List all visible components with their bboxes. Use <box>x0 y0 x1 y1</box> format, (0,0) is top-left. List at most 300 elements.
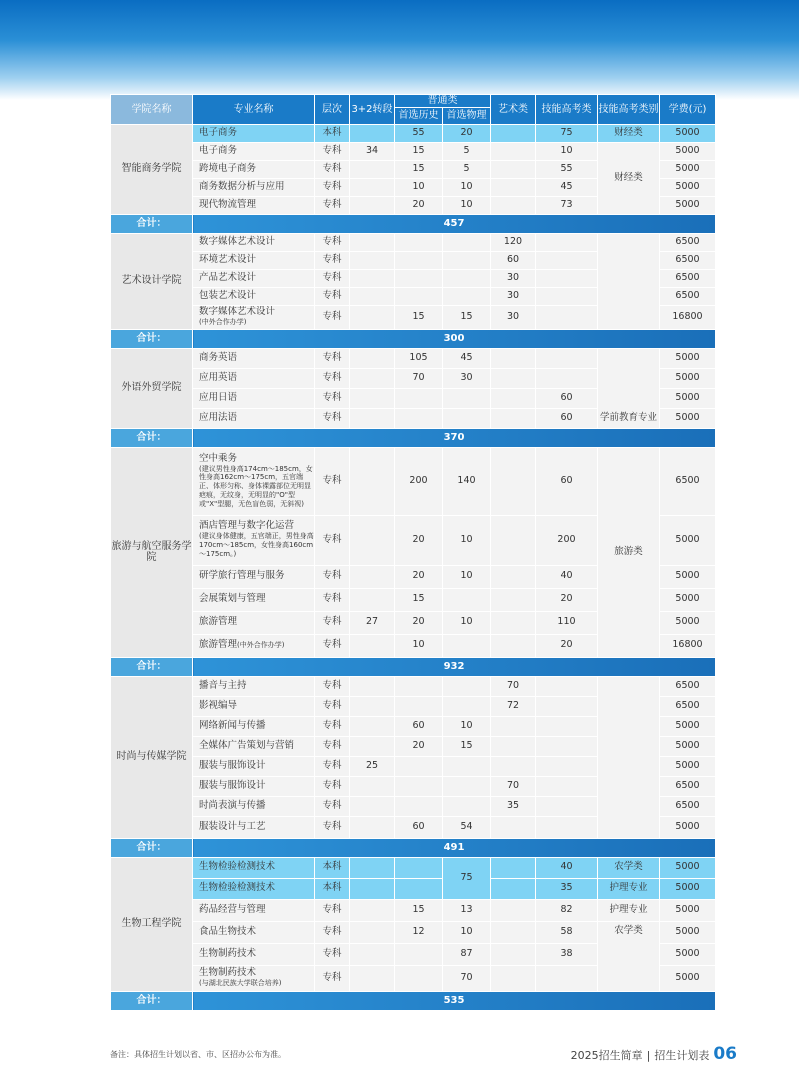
level: 专科 <box>315 634 350 657</box>
fee: 5000 <box>660 965 716 991</box>
transfer <box>350 447 395 515</box>
level: 专科 <box>315 160 350 178</box>
header-fee: 学费(元) <box>660 95 716 125</box>
physics <box>443 388 491 408</box>
level: 专科 <box>315 796 350 816</box>
transfer <box>350 178 395 196</box>
physics: 10 <box>443 921 491 943</box>
skill: 40 <box>536 857 598 878</box>
skill: 58 <box>536 921 598 943</box>
transfer <box>350 233 395 251</box>
fee: 16800 <box>660 634 716 657</box>
transfer: 25 <box>350 756 395 776</box>
major-note: (与湖北民族大学联合培养) <box>199 979 282 988</box>
art <box>491 756 536 776</box>
fee: 5000 <box>660 142 716 160</box>
major-name: 旅游管理 <box>193 611 315 634</box>
fee: 5000 <box>660 588 716 611</box>
physics: 75 <box>443 857 491 899</box>
major-title: 旅游管理 <box>199 639 238 651</box>
history <box>395 696 443 716</box>
art <box>491 921 536 943</box>
table-row <box>111 676 716 696</box>
major-name: 应用英语 <box>193 368 315 388</box>
history <box>395 287 443 305</box>
major-note: (建议身体健康，五官端正，男性身高170cm～185cm，女性身高160cm～175cm。) <box>199 532 314 558</box>
major-name: 环境艺术设计 <box>193 251 315 269</box>
major-name <box>193 965 315 991</box>
transfer <box>350 124 395 142</box>
art <box>491 196 536 214</box>
history: 20 <box>395 196 443 214</box>
level: 专科 <box>315 287 350 305</box>
skill: 20 <box>536 634 598 657</box>
skill: 60 <box>536 388 598 408</box>
skill-category: 旅游类 <box>598 447 660 657</box>
history <box>395 269 443 287</box>
table-row <box>111 348 716 368</box>
skill: 82 <box>536 899 598 921</box>
skill-category: 农学类 <box>598 857 660 878</box>
level: 专科 <box>315 965 350 991</box>
fee: 5000 <box>660 160 716 178</box>
physics: 140 <box>443 447 491 515</box>
history: 60 <box>395 816 443 838</box>
college-name: 时尚与传媒学院 <box>111 676 193 838</box>
fee: 5000 <box>660 816 716 838</box>
physics <box>443 634 491 657</box>
major-name: 网络新闻与传播 <box>193 716 315 736</box>
physics: 45 <box>443 348 491 368</box>
college-name: 生物工程学院 <box>111 857 193 991</box>
major-name: 播音与主持 <box>193 676 315 696</box>
transfer <box>350 251 395 269</box>
art <box>491 899 536 921</box>
skill-category: 农学类 <box>598 921 660 991</box>
physics <box>443 776 491 796</box>
physics <box>443 588 491 611</box>
art <box>491 965 536 991</box>
level: 专科 <box>315 251 350 269</box>
physics: 10 <box>443 611 491 634</box>
physics: 10 <box>443 196 491 214</box>
subtotal-label: 合计： <box>111 657 193 676</box>
history: 60 <box>395 716 443 736</box>
fee: 5000 <box>660 515 716 565</box>
header-history: 首选历史 <box>395 107 443 124</box>
enrollment-plan-table <box>110 94 716 1011</box>
physics: 5 <box>443 142 491 160</box>
major-name: 服装设计与工艺 <box>193 816 315 838</box>
major-name: 服装与服饰设计 <box>193 756 315 776</box>
physics <box>443 251 491 269</box>
history: 15 <box>395 142 443 160</box>
major-name: 生物检验检测技术 <box>193 878 315 899</box>
transfer <box>350 696 395 716</box>
level: 专科 <box>315 348 350 368</box>
art: 120 <box>491 233 536 251</box>
table-row <box>111 142 716 160</box>
history: 15 <box>395 588 443 611</box>
subtotal-value: 535 <box>193 991 716 1010</box>
skill <box>536 816 598 838</box>
physics: 87 <box>443 943 491 965</box>
major-title: 空中乘务 <box>199 452 238 464</box>
history: 20 <box>395 736 443 756</box>
fee: 5000 <box>660 348 716 368</box>
level: 专科 <box>315 776 350 796</box>
major-name: 现代物流管理 <box>193 196 315 214</box>
skill <box>536 305 598 329</box>
skill: 10 <box>536 142 598 160</box>
level: 专科 <box>315 196 350 214</box>
subtotal-value: 457 <box>193 214 716 233</box>
skill <box>536 368 598 388</box>
major-name: 电子商务 <box>193 142 315 160</box>
major-name <box>193 447 315 515</box>
header-transfer: 3+2转段 <box>350 95 395 125</box>
history: 20 <box>395 565 443 588</box>
table-row <box>111 447 716 515</box>
art: 30 <box>491 269 536 287</box>
transfer <box>350 943 395 965</box>
transfer <box>350 348 395 368</box>
major-name <box>193 515 315 565</box>
physics <box>443 676 491 696</box>
skill: 45 <box>536 178 598 196</box>
subtotal-row <box>111 991 716 1010</box>
college-name: 艺术设计学院 <box>111 233 193 329</box>
skill: 73 <box>536 196 598 214</box>
history <box>395 796 443 816</box>
transfer <box>350 736 395 756</box>
skill <box>536 716 598 736</box>
major-title: 数字媒体艺术设计 <box>199 306 276 318</box>
major-title: 酒店管理与数字化运营 <box>199 520 295 532</box>
art <box>491 348 536 368</box>
skill: 60 <box>536 408 598 428</box>
major-name: 服装与服饰设计 <box>193 776 315 796</box>
art <box>491 178 536 196</box>
art <box>491 716 536 736</box>
skill-category: 财经类 <box>598 142 660 214</box>
fee: 6500 <box>660 796 716 816</box>
skill <box>536 776 598 796</box>
art <box>491 388 536 408</box>
skill: 60 <box>536 447 598 515</box>
fee: 5000 <box>660 388 716 408</box>
history <box>395 943 443 965</box>
subtotal-row <box>111 214 716 233</box>
physics: 70 <box>443 965 491 991</box>
skill: 38 <box>536 943 598 965</box>
transfer <box>350 796 395 816</box>
level: 专科 <box>315 588 350 611</box>
physics: 54 <box>443 816 491 838</box>
footer-separator: | <box>646 1049 651 1062</box>
history-empty <box>395 857 443 878</box>
physics: 15 <box>443 305 491 329</box>
art: 70 <box>491 776 536 796</box>
physics: 10 <box>443 565 491 588</box>
art <box>491 160 536 178</box>
major-name: 时尚表演与传播 <box>193 796 315 816</box>
art: 35 <box>491 796 536 816</box>
major-name <box>193 634 315 657</box>
enrollment-plan-table-wrap <box>110 94 715 1036</box>
history: 15 <box>395 899 443 921</box>
major-note: (中外合作办学) <box>199 318 247 327</box>
skill-category: 财经类 <box>598 124 660 142</box>
major-name: 全媒体广告策划与营销 <box>193 736 315 756</box>
fee: 5000 <box>660 943 716 965</box>
transfer <box>350 305 395 329</box>
skill-category: 学前教育专业 <box>598 348 660 428</box>
history <box>395 233 443 251</box>
level: 专科 <box>315 368 350 388</box>
skill: 20 <box>536 588 598 611</box>
art <box>491 588 536 611</box>
transfer <box>350 269 395 287</box>
art <box>491 515 536 565</box>
history <box>395 676 443 696</box>
subtotal-label: 合计： <box>111 428 193 447</box>
header-level: 层次 <box>315 95 350 125</box>
skill <box>536 348 598 368</box>
fee: 6500 <box>660 696 716 716</box>
fee: 5000 <box>660 899 716 921</box>
skill <box>536 287 598 305</box>
physics <box>443 269 491 287</box>
college-name: 外语外贸学院 <box>111 348 193 428</box>
header-art: 艺术类 <box>491 95 536 125</box>
history <box>395 251 443 269</box>
major-name: 电子商务 <box>193 124 315 142</box>
major-note: (建议男性身高174cm～185cm，女性身高162cm～175cm，五官端正、体形匀称、身体裸露部位无明显疤痕，无纹身，无明显的"O"型或"X"型腿，无色盲色弱，无斜视) <box>199 464 313 508</box>
physics: 10 <box>443 716 491 736</box>
transfer <box>350 676 395 696</box>
transfer <box>350 776 395 796</box>
level: 专科 <box>315 408 350 428</box>
fee: 6500 <box>660 676 716 696</box>
transfer <box>350 160 395 178</box>
transfer <box>350 515 395 565</box>
level: 专科 <box>315 565 350 588</box>
header-skill-category: 技能高考类别 <box>598 95 660 125</box>
fee: 5000 <box>660 921 716 943</box>
skill: 200 <box>536 515 598 565</box>
skill-category-empty <box>598 233 660 329</box>
fee: 5000 <box>660 565 716 588</box>
history: 20 <box>395 611 443 634</box>
major-name: 数字媒体艺术设计 <box>193 233 315 251</box>
history: 20 <box>395 515 443 565</box>
skill <box>536 233 598 251</box>
table-row <box>111 899 716 921</box>
skill-category: 护理专业 <box>598 878 660 899</box>
fee: 6500 <box>660 233 716 251</box>
art <box>491 565 536 588</box>
transfer <box>350 196 395 214</box>
physics: 10 <box>443 178 491 196</box>
art <box>491 943 536 965</box>
subtotal-row <box>111 838 716 857</box>
art <box>491 368 536 388</box>
skill: 55 <box>536 160 598 178</box>
fee: 5000 <box>660 368 716 388</box>
level: 专科 <box>315 716 350 736</box>
transfer <box>350 857 395 878</box>
physics <box>443 287 491 305</box>
history <box>395 388 443 408</box>
level: 专科 <box>315 142 350 160</box>
level: 专科 <box>315 943 350 965</box>
art: 70 <box>491 676 536 696</box>
major-name: 包装艺术设计 <box>193 287 315 305</box>
fee: 5000 <box>660 756 716 776</box>
table-row <box>111 878 716 899</box>
fee: 16800 <box>660 305 716 329</box>
art <box>491 142 536 160</box>
physics: 15 <box>443 736 491 756</box>
transfer <box>350 921 395 943</box>
art <box>491 124 536 142</box>
subtotal-value: 370 <box>193 428 716 447</box>
level: 本科 <box>315 124 350 142</box>
fee: 5000 <box>660 736 716 756</box>
physics: 20 <box>443 124 491 142</box>
fee: 6500 <box>660 447 716 515</box>
level: 专科 <box>315 447 350 515</box>
fee: 6500 <box>660 251 716 269</box>
major-name: 产品艺术设计 <box>193 269 315 287</box>
fee: 5000 <box>660 716 716 736</box>
major-name: 应用日语 <box>193 388 315 408</box>
major-name: 生物检验检测技术 <box>193 857 315 878</box>
footer-pagination <box>571 1044 737 1064</box>
skill <box>536 756 598 776</box>
art <box>491 878 536 899</box>
fee: 5000 <box>660 611 716 634</box>
level: 专科 <box>315 611 350 634</box>
subtotal-value: 300 <box>193 329 716 348</box>
art <box>491 736 536 756</box>
header-college: 学院名称 <box>111 95 193 125</box>
level: 专科 <box>315 269 350 287</box>
skill: 110 <box>536 611 598 634</box>
major-name: 商务数据分析与应用 <box>193 178 315 196</box>
skill <box>536 965 598 991</box>
history: 105 <box>395 348 443 368</box>
subtotal-value: 932 <box>193 657 716 676</box>
subtotal-label: 合计： <box>111 991 193 1010</box>
fee: 5000 <box>660 878 716 899</box>
transfer <box>350 408 395 428</box>
history: 15 <box>395 305 443 329</box>
header-skill: 技能高考类 <box>536 95 598 125</box>
major-name: 生物制药技术 <box>193 943 315 965</box>
major-note: (中外合作办学) <box>237 641 285 650</box>
transfer <box>350 965 395 991</box>
major-name: 影视编导 <box>193 696 315 716</box>
level: 专科 <box>315 899 350 921</box>
subtotal-label: 合计： <box>111 329 193 348</box>
physics: 30 <box>443 368 491 388</box>
table-row <box>111 921 716 943</box>
art: 72 <box>491 696 536 716</box>
art <box>491 408 536 428</box>
header-gradient-band <box>0 0 799 100</box>
transfer <box>350 388 395 408</box>
level: 本科 <box>315 857 350 878</box>
fee: 5000 <box>660 196 716 214</box>
level: 专科 <box>315 515 350 565</box>
transfer <box>350 634 395 657</box>
footer-note: 备注：具体招生计划以省、市、区招办公布为准。 <box>110 1050 286 1059</box>
skill <box>536 269 598 287</box>
history <box>395 776 443 796</box>
subtotal-row <box>111 657 716 676</box>
physics <box>443 233 491 251</box>
level: 专科 <box>315 756 350 776</box>
transfer <box>350 287 395 305</box>
physics <box>443 696 491 716</box>
major-name: 商务英语 <box>193 348 315 368</box>
fee: 6500 <box>660 776 716 796</box>
history: 10 <box>395 634 443 657</box>
header-general: 普通类 <box>395 95 491 108</box>
subtotal-row <box>111 329 716 348</box>
transfer <box>350 878 395 899</box>
art <box>491 857 536 878</box>
skill <box>536 796 598 816</box>
level: 专科 <box>315 305 350 329</box>
college-name: 旅游与航空服务学院 <box>111 447 193 657</box>
physics <box>443 408 491 428</box>
art: 30 <box>491 305 536 329</box>
major-name <box>193 305 315 329</box>
transfer <box>350 816 395 838</box>
skill: 35 <box>536 878 598 899</box>
fee: 5000 <box>660 124 716 142</box>
page-number: 06 <box>713 1044 737 1064</box>
major-name: 会展策划与管理 <box>193 588 315 611</box>
skill <box>536 736 598 756</box>
header-major: 专业名称 <box>193 95 315 125</box>
history-empty <box>395 878 443 899</box>
fee: 6500 <box>660 269 716 287</box>
history <box>395 965 443 991</box>
skill-category: 护理专业 <box>598 899 660 921</box>
subtotal-value: 491 <box>193 838 716 857</box>
major-name: 药品经营与管理 <box>193 899 315 921</box>
major-name: 食品生物技术 <box>193 921 315 943</box>
skill <box>536 676 598 696</box>
level: 专科 <box>315 676 350 696</box>
level: 专科 <box>315 178 350 196</box>
history: 12 <box>395 921 443 943</box>
history: 15 <box>395 160 443 178</box>
major-name: 跨境电子商务 <box>193 160 315 178</box>
fee: 5000 <box>660 408 716 428</box>
physics <box>443 756 491 776</box>
transfer <box>350 716 395 736</box>
table-row <box>111 857 716 878</box>
table-row <box>111 124 716 142</box>
table-row <box>111 233 716 251</box>
transfer: 34 <box>350 142 395 160</box>
physics: 5 <box>443 160 491 178</box>
